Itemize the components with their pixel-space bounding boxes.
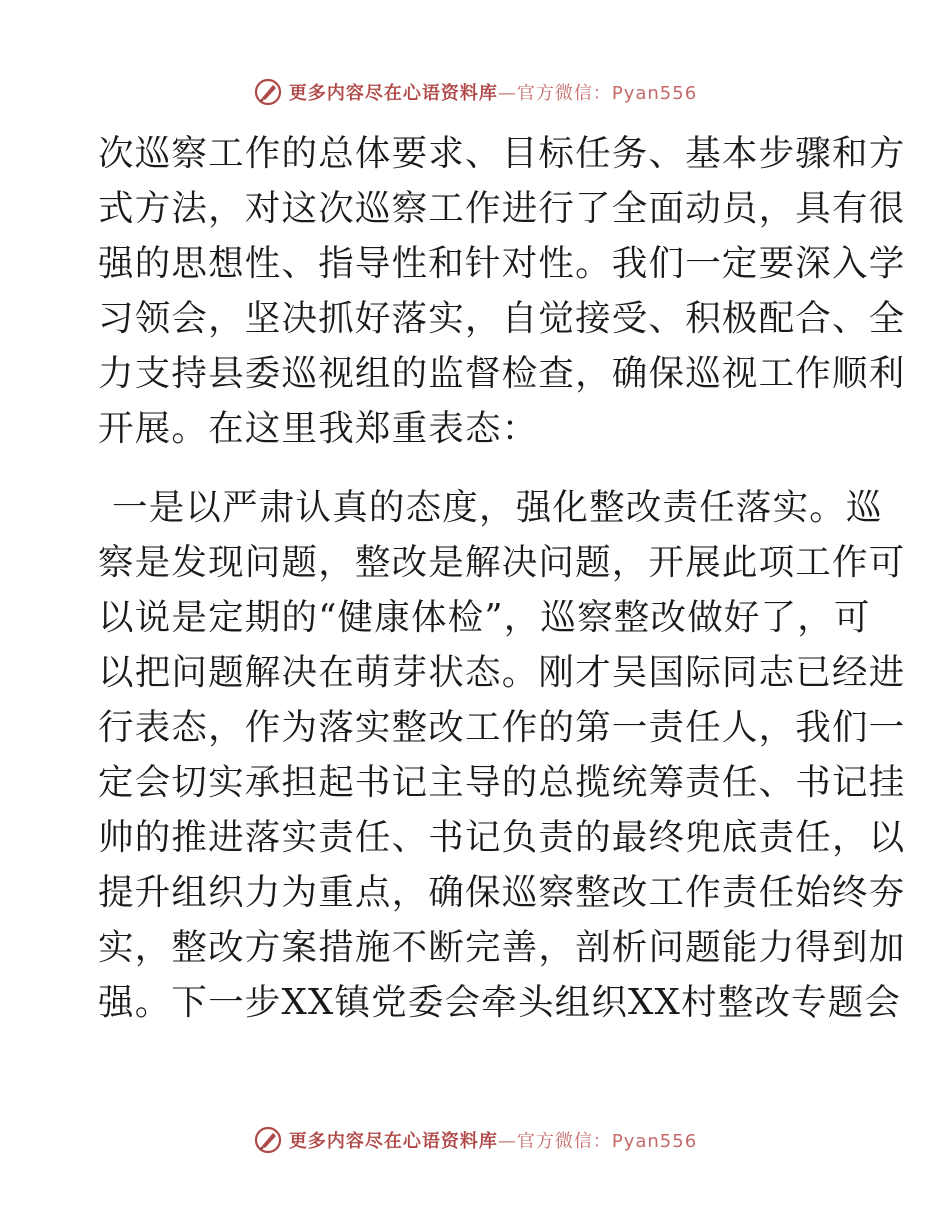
header-banner xyxy=(0,72,950,112)
banner-text xyxy=(289,79,697,105)
paragraph-gap xyxy=(98,456,858,480)
text-line: 提升组织力为重点，确保巡察整改工作责任始终夯 xyxy=(98,872,906,913)
banner-brand: 更多内容尽在心语资料库 xyxy=(288,1131,498,1152)
text-line: 强的思想性、指导性和针对性。我们一定要深入学 xyxy=(98,243,906,284)
text-line: 开展。在这里我郑重表态： xyxy=(98,408,539,449)
text-line: 式方法，对这次巡察工作进行了全面动员，具有很 xyxy=(98,188,906,229)
pen-logo-icon xyxy=(253,77,283,107)
text-line: 实，整改方案措施不断完善，剖析问题能力得到加 xyxy=(98,927,906,968)
text-line: 以把问题解决在萌芽状态。刚才吴国际同志已经进 xyxy=(98,652,906,693)
paragraph-2 xyxy=(98,480,906,1030)
text-line: 以说是定期的“健康体检”，巡察整改做好了，可 xyxy=(98,597,871,638)
banner-separator: — xyxy=(497,83,517,104)
text-line: 次巡察工作的总体要求、目标任务、基本步骤和方 xyxy=(98,133,906,174)
banner-wechat: 官方微信：Pyan556 xyxy=(516,83,698,104)
banner-text xyxy=(289,1127,697,1153)
text-line: 帅的推进落实责任、书记负责的最终兜底责任，以 xyxy=(98,817,906,858)
text-line: 一是以严肃认真的态度，强化整改责任落实。巡 xyxy=(112,487,883,528)
paragraph-1 xyxy=(98,126,906,456)
banner-brand: 更多内容尽在心语资料库 xyxy=(288,83,498,104)
footer-banner xyxy=(0,1120,950,1160)
text-line: 定会切实承担起书记主导的总揽统筹责任、书记挂 xyxy=(98,762,906,803)
banner-separator: — xyxy=(497,1131,517,1152)
text-line: 行表态，作为落实整改工作的第一责任人，我们一 xyxy=(98,707,906,748)
text-line: 习领会，坚决抓好落实，自觉接受、积极配合、全 xyxy=(98,298,906,339)
pen-logo-icon xyxy=(253,1125,283,1155)
text-line: 察是发现问题，整改是解决问题，开展此项工作可 xyxy=(98,542,906,583)
document-body xyxy=(98,126,906,1030)
text-line: 力支持县委巡视组的监督检查，确保巡视工作顺利 xyxy=(98,353,906,394)
banner-wechat: 官方微信：Pyan556 xyxy=(516,1131,698,1152)
text-line: 强。下一步XX镇党委会牵头组织XX村整改专题会 xyxy=(98,982,902,1023)
